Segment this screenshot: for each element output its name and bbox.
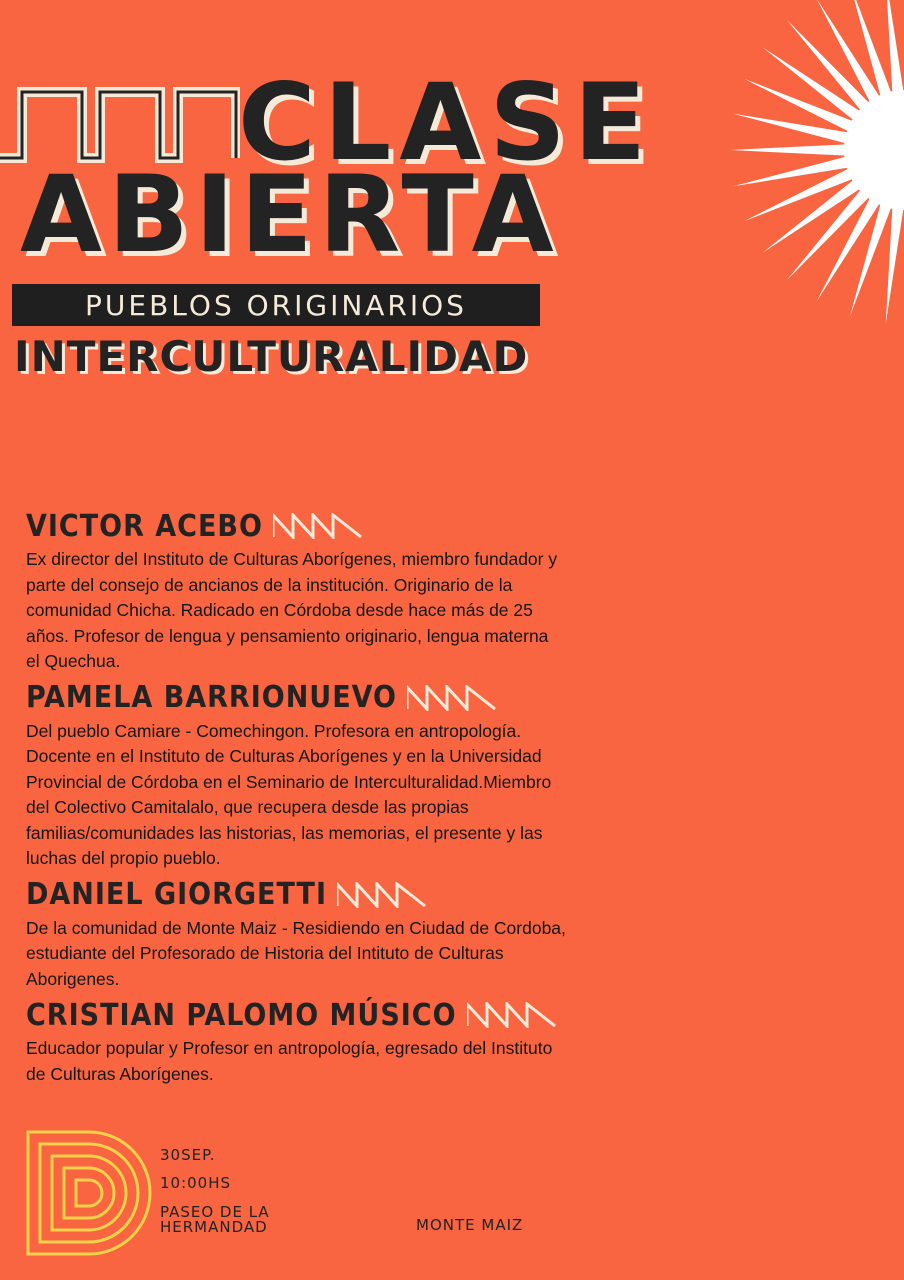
speaker-cristian-palomo <box>26 994 566 1087</box>
speakers-list <box>26 505 566 1089</box>
d-logo-icon <box>24 1128 154 1258</box>
event-city: MONTE MAIZ <box>416 1216 524 1234</box>
speaker-name: PAMELA BARRIONUEVO <box>26 680 397 715</box>
zigzag-icon <box>337 882 427 908</box>
event-place: PASEO DE LA HERMANDAD <box>160 1203 270 1236</box>
speaker-daniel-giorgetti <box>26 874 566 993</box>
subtitle-band <box>12 284 540 326</box>
event-time: 10:00HS <box>160 1174 232 1192</box>
speaker-bio: Del pueblo Camiare - Comechingon. Profesora en antropología. Docente en el Instituto de Culturas Aborígenes y en la Universidad Provincial de Córdoba en el Seminario de Interculturalidad.Miembro del Colectivo Camitalalo, que recupera desde las propias familias/comunidades las historias, las memorias, el presente y las luchas del propio pueblo. <box>26 720 552 868</box>
zigzag-icon <box>407 685 497 711</box>
zigzag-icon <box>273 513 363 539</box>
sunburst-icon <box>730 0 904 370</box>
title-abierta: ABIERTA <box>20 153 560 276</box>
speaker-name: VICTOR ACEBO <box>26 508 263 544</box>
speaker-name: CRISTIAN PALOMO MÚSICO <box>26 997 457 1033</box>
speaker-victor-acebo <box>26 505 566 675</box>
theme-title: INTERCULTURALIDAD <box>14 332 529 381</box>
event-date: 30SEP. <box>160 1146 216 1164</box>
speaker-bio: De la comunidad de Monte Maiz - Residiendo en Ciudad de Cordoba, estudiante del Profesorado de Historia del Intituto de Culturas Aborigenes. <box>26 917 566 989</box>
speaker-pamela-barrionuevo <box>26 677 566 872</box>
speaker-bio: Educador popular y Profesor en antropología, egresado del Instituto de Culturas Aborígenes. <box>26 1038 553 1084</box>
subtitle-text: PUEBLOS ORIGINARIOS <box>85 288 467 322</box>
title-clase: CLASE <box>238 61 655 184</box>
zigzag-icon <box>467 1002 557 1028</box>
speaker-name: DANIEL GIORGETTI <box>26 877 327 912</box>
speaker-bio: Ex director del Instituto de Culturas Aborígenes, miembro fundador y parte del consejo de ancianos de la institución. Originario de la comunidad Chicha. Radicado en Córdoba desde hace más de 25 años. Profesor de lengua y pensamiento originario, lengua materna el Quechua. <box>26 549 558 671</box>
